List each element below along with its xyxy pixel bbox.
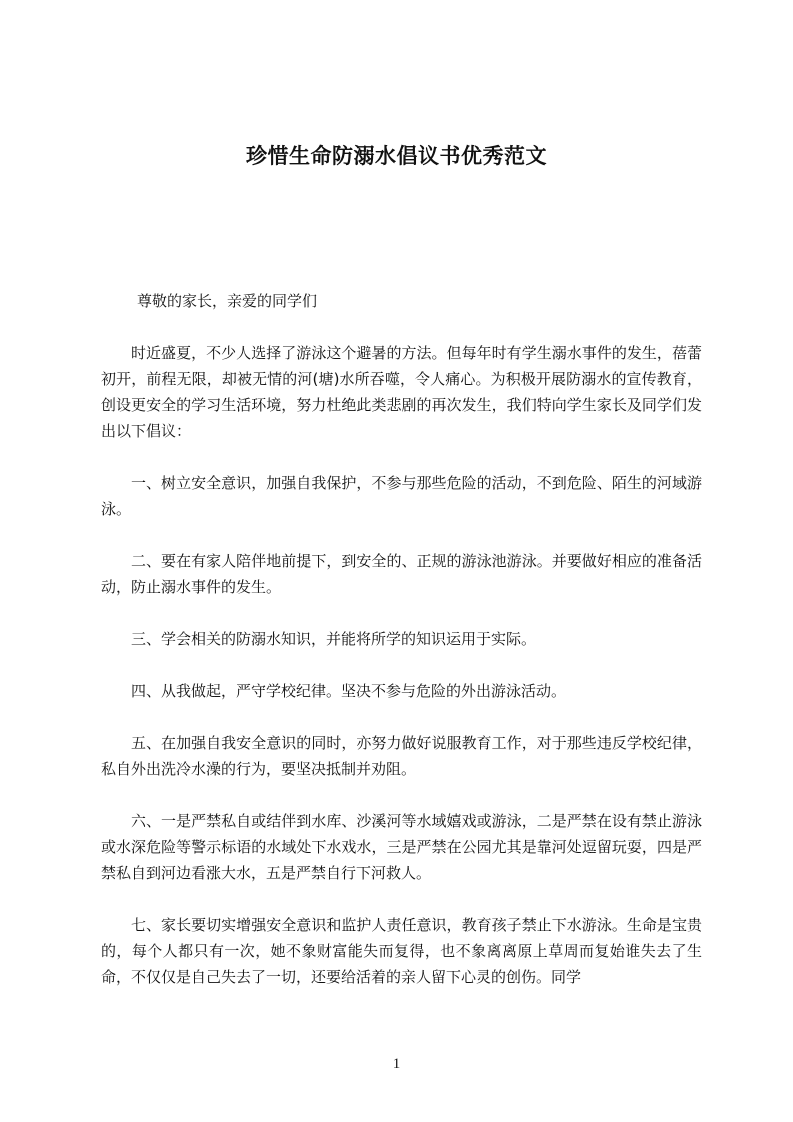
- paragraph-intro: 时近盛夏，不少人选择了游泳这个避暑的方法。但每年时有学生溺水事件的发生，蓓蕾初开，前程无限，却被无情的河(塘)水所吞噬，令人痛心。为积极开展防溺水的宣传教育，创设更安全的学习生活环境，努力杜绝此类悲剧的再次发生，我们特向学生家长及同学们发出以下倡议：: [101, 344, 702, 440]
- page-number: 1: [392, 1056, 401, 1072]
- paragraph-item-2: 二、要在有家人陪伴地前提下，到安全的、正规的游泳池游泳。并要做好相应的准备活动，防止溺水事件的发生。: [101, 552, 702, 596]
- paragraph-item-7: 七、家长要切实增强安全意识和监护人责任意识，教育孩子禁止下水游泳。生命是宝贵的，每个人都只有一次，她不象财富能失而复得，也不象离离原上草周而复始谁失去了生命，不仅仅是自己失去了一切，还要给活着的亲人留下心灵的创伤。同学: [101, 916, 702, 986]
- paragraph-item-4: 四、从我做起，严守学校纪律。坚决不参与危险的外出游泳活动。: [131, 682, 567, 700]
- paragraph-item-6: 六、一是严禁私自或结伴到水库、沙溪河等水域嬉戏或游泳，二是严禁在设有禁止游泳或水深危险等警示标语的水域处下水戏水，三是严禁在公园尤其是靠河处逗留玩耍，四是严禁私自到河边看涨大水，五是严禁自行下河救人。: [101, 812, 702, 882]
- document-body: [101, 288, 702, 1016]
- paragraph-item-1: 一、树立安全意识，加强自我保护，不参与那些危险的活动，不到危险、陌生的河域游泳。: [101, 474, 702, 518]
- paragraph-item-3: 三、学会相关的防溺水知识，并能将所学的知识运用于实际。: [131, 630, 537, 648]
- greeting: 尊敬的家长，亲爱的同学们: [137, 292, 318, 310]
- document-title: 珍惜生命防溺水倡议书优秀范文: [246, 144, 547, 168]
- paragraph-item-5: 五、在加强自我安全意识的同时，亦努力做好说服教育工作，对于那些违反学校纪律，私自外出洗冷水澡的行为，要坚决抵制并劝阻。: [101, 734, 702, 778]
